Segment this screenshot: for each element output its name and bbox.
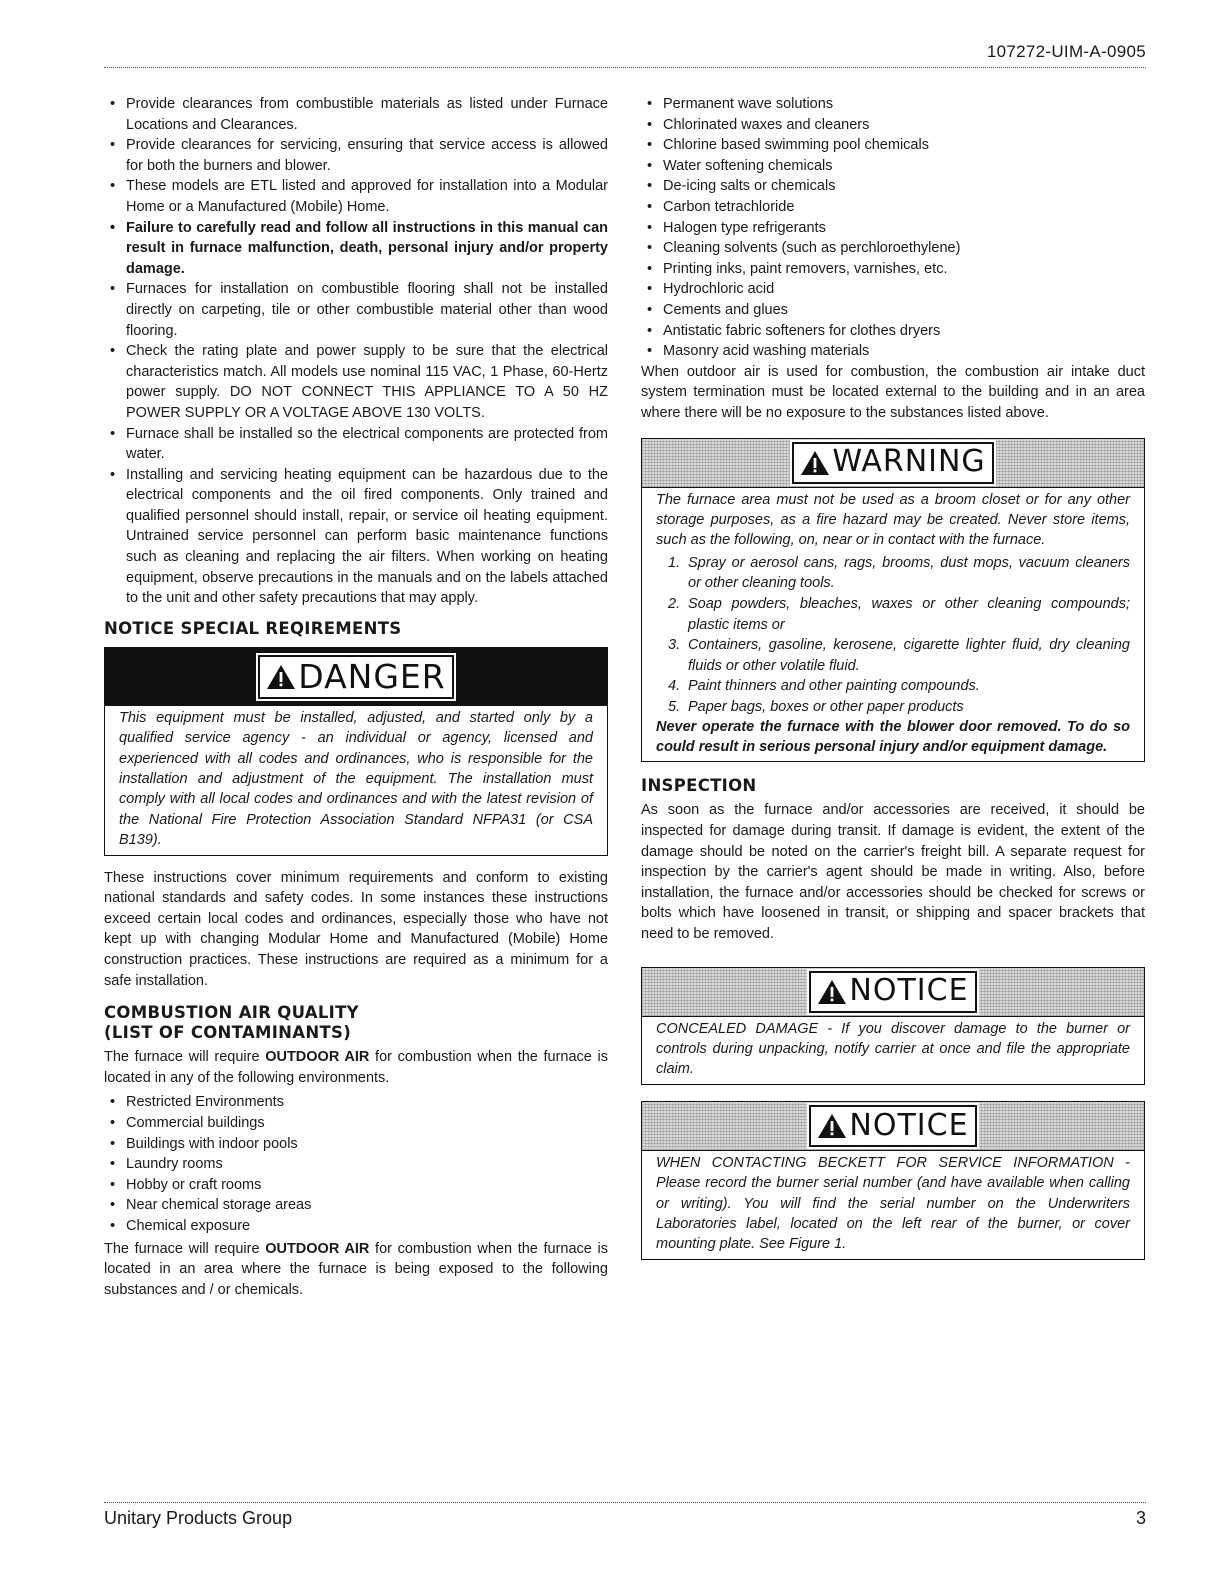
warning-badge <box>792 442 993 484</box>
list-item-bold-warning: • Failure to carefully read and follow all instructions in this manual can result in furnace malfunction, death, personal injury and/or property damage. <box>104 218 608 280</box>
alert-triangle-icon <box>817 1112 847 1140</box>
warning-item <box>668 676 1130 697</box>
list-item: • Hobby or craft rooms <box>104 1175 608 1196</box>
list-item: • Chlorine based swimming pool chemicals <box>641 135 1145 156</box>
warning-bold-note: Never operate the furnace with the blower door removed. To do so could result in serious personal injury and/or equipment damage. <box>656 719 1130 756</box>
notice-badge <box>809 1105 976 1147</box>
warning-item <box>668 635 1130 676</box>
list-item: • Water softening chemicals <box>641 156 1145 177</box>
footer-company: Unitary Products Group <box>104 1508 293 1528</box>
warning-item <box>668 594 1130 635</box>
warning-box <box>641 438 1145 763</box>
list-item: • Masonry acid washing materials <box>641 341 1145 362</box>
danger-banner <box>105 648 607 706</box>
item-text: Containers, gasoline, kerosene, cigarette lighter fluid, dry cleaning fluids or other volatile fluid. <box>688 637 1130 674</box>
list-item: • De-icing salts or chemicals <box>641 176 1145 197</box>
alert-triangle-icon <box>800 449 830 477</box>
combustion-second <box>104 1239 608 1301</box>
warning-intro: The furnace area must not be used as a broom closet or for any other storage purposes, as a fire hazard may be created. Never store items, such as the following, on, near or in contact with the furnace. <box>656 491 1130 549</box>
list-item: • Halogen type refrigerants <box>641 218 1145 239</box>
list-item: • Cements and glues <box>641 300 1145 321</box>
intro-bold: OUTDOOR AIR <box>265 1049 370 1066</box>
warning-label: WARNING <box>832 444 986 480</box>
item-number: 4. <box>668 678 681 695</box>
list-item: • Cleaning solvents (such as perchloroethylene) <box>641 238 1145 259</box>
item-number: 5. <box>668 698 681 715</box>
instructions-paragraph: These instructions cover minimum requirements and conform to existing national standards and safety codes. In some instances these instructions exceed certain local codes and ordinances, especially those who have not kept up with changing Modular Home and Manufactured (Mobile) Home construction practices. These instructions are required as a minimum for a safe installation. <box>104 869 608 989</box>
warning-banner <box>642 439 1144 488</box>
requirements-list <box>104 94 608 609</box>
intro-text: for combustion when the furnace is located in any of the following environments. <box>104 1049 608 1086</box>
section-heading-combustion <box>104 1003 608 1043</box>
alert-triangle-icon <box>266 663 296 691</box>
item-text: Paper bags, boxes or other paper products <box>688 698 964 715</box>
danger-box <box>104 647 608 856</box>
second-bold: OUTDOOR AIR <box>265 1240 370 1257</box>
section-heading-inspection: INSPECTION <box>641 776 757 796</box>
list-item: • Antistatic fabric softeners for clothes dryers <box>641 321 1145 342</box>
list-item: • Permanent wave solutions <box>641 94 1145 115</box>
alert-triangle-icon <box>817 978 847 1006</box>
list-item: • Furnaces for installation on combustible flooring shall not be installed directly on carpeting, tile or other combustible material other than wood flooring. <box>104 279 608 341</box>
item-text: Soap powders, bleaches, waxes or other cleaning compounds; plastic items or <box>688 595 1130 633</box>
notice-banner <box>642 968 1144 1017</box>
notice-text: WHEN CONTACTING BECKETT FOR SERVICE INFORMATION - Please record the burner serial number (and have available when calling or writing). You will find the serial number on the Underwriters Laboratories label, located on the left rear of the burner, or cover mounting plate. See Figure 1. <box>656 1154 1130 1253</box>
header-divider <box>104 67 1146 68</box>
list-item: • Furnace shall be installed so the electrical components are protected from water. <box>104 424 608 465</box>
item-text: Spray or aerosol cans, rags, brooms, dust mops, vacuum cleaners or other cleaning tools. <box>688 554 1130 592</box>
list-item: • Check the rating plate and power supply to be sure that the electrical characteristics match. All models use nominal 115 VAC, 1 Phase, 60-Hertz power supply. DO NOT CONNECT THIS APPLIANCE TO A 50 HZ POWER SUPPLY OR A VOLTAGE ABOVE 130 VOLTS. <box>104 341 608 423</box>
environments-list <box>104 1092 608 1236</box>
list-item: • Hydrochloric acid <box>641 279 1145 300</box>
notice-box-concealed-damage <box>641 967 1145 1085</box>
list-item: • Near chemical storage areas <box>104 1195 608 1216</box>
danger-label: DANGER <box>298 656 446 696</box>
danger-badge <box>258 655 453 699</box>
notice-label: NOTICE <box>849 973 969 1009</box>
warning-item <box>668 553 1130 594</box>
item-text: Paint thinners and other painting compounds. <box>688 678 980 695</box>
right-column <box>641 94 1145 1272</box>
danger-text: This equipment must be installed, adjusted, and started only by a qualified service agency - an individual or agency, licensed and experienced with all codes and ordinances, who is responsible for the installation and adjustment of the equipment. The installation must comply with all local codes and ordinances and with the latest revision of the National Fire Protection Association Standard NFPA31 (or CSA B139). <box>119 709 593 849</box>
list-item: • Commercial buildings <box>104 1113 608 1134</box>
notice-box-beckett <box>641 1101 1145 1260</box>
notice-text: CONCEALED DAMAGE - If you discover damage to the burner or controls during unpacking, notify carrier at once and file the appropriate claim. <box>656 1020 1130 1078</box>
list-item: • Restricted Environments <box>104 1092 608 1113</box>
second-text: for combustion when the furnace is located in an area where the furnace is being exposed to the following substances and / or chemicals. <box>104 1240 608 1298</box>
intro-text: The furnace will require <box>104 1049 266 1066</box>
page-number: 3 <box>1135 1508 1146 1528</box>
list-item: • Provide clearances for servicing, ensuring that service access is allowed for both the burners and blower. <box>104 135 608 176</box>
outdoor-paragraph: When outdoor air is used for combustion, the combustion air intake duct system termination must be located external to the building and in an area where there will be no exposure to the substances listed above. <box>641 363 1145 421</box>
list-item: • Carbon tetrachloride <box>641 197 1145 218</box>
list-item: • Chemical exposure <box>104 1216 608 1237</box>
footer-divider <box>104 1502 1146 1503</box>
heading-line: (LIST OF CONTAMINANTS) <box>104 1023 352 1043</box>
list-item: • Chlorinated waxes and cleaners <box>641 115 1145 136</box>
list-item: • These models are ETL listed and approved for installation into a Modular Home or a Manufactured (Mobile) Home. <box>104 176 608 217</box>
chemicals-list <box>641 94 1145 362</box>
list-item: • Laundry rooms <box>104 1154 608 1175</box>
notice-badge <box>809 971 976 1013</box>
notice-banner <box>642 1102 1144 1151</box>
second-text: The furnace will require <box>104 1240 266 1257</box>
section-heading-notice-special: NOTICE SPECIAL REQIREMENTS <box>104 618 402 638</box>
heading-line: COMBUSTION AIR QUALITY <box>104 1003 359 1023</box>
document-id: 107272-UIM-A-0905 <box>986 42 1146 61</box>
notice-label: NOTICE <box>849 1107 969 1143</box>
inspection-paragraph: As soon as the furnace and/or accessories are received, it should be inspected for damage during transit. If damage is evident, the extent of the damage should be noted on the carrier's freight bill. A separate request for inspection by the carrier's agent should be made in writing. Also, before installation, the furnace and/or accessories should be checked for screws or bolts which have loosened in transit, or shipping and spacer brackets that need to be removed. <box>641 802 1145 943</box>
combustion-intro <box>104 1047 608 1088</box>
warning-items <box>642 553 1144 718</box>
item-number: 2. <box>668 595 681 612</box>
left-column <box>104 94 608 1300</box>
item-number: 1. <box>668 554 681 571</box>
list-item: • Printing inks, paint removers, varnishes, etc. <box>641 259 1145 280</box>
list-item: • Provide clearances from combustible materials as listed under Furnace Locations and Clearances. <box>104 94 608 135</box>
warning-item <box>668 697 1130 718</box>
list-item: • Installing and servicing heating equipment can be hazardous due to the electrical components and the oil fired components. Only trained and qualified personnel should install, repair, or service oil heating equipment. Untrained service personnel can perform basic maintenance functions such as cleaning and replacing the air filters. When working on heating equipment, observe precautions in the manuals and on the labels attached to the unit and other safety precautions that may apply. <box>104 465 608 609</box>
item-number: 3. <box>668 637 681 654</box>
list-item: • Buildings with indoor pools <box>104 1134 608 1155</box>
